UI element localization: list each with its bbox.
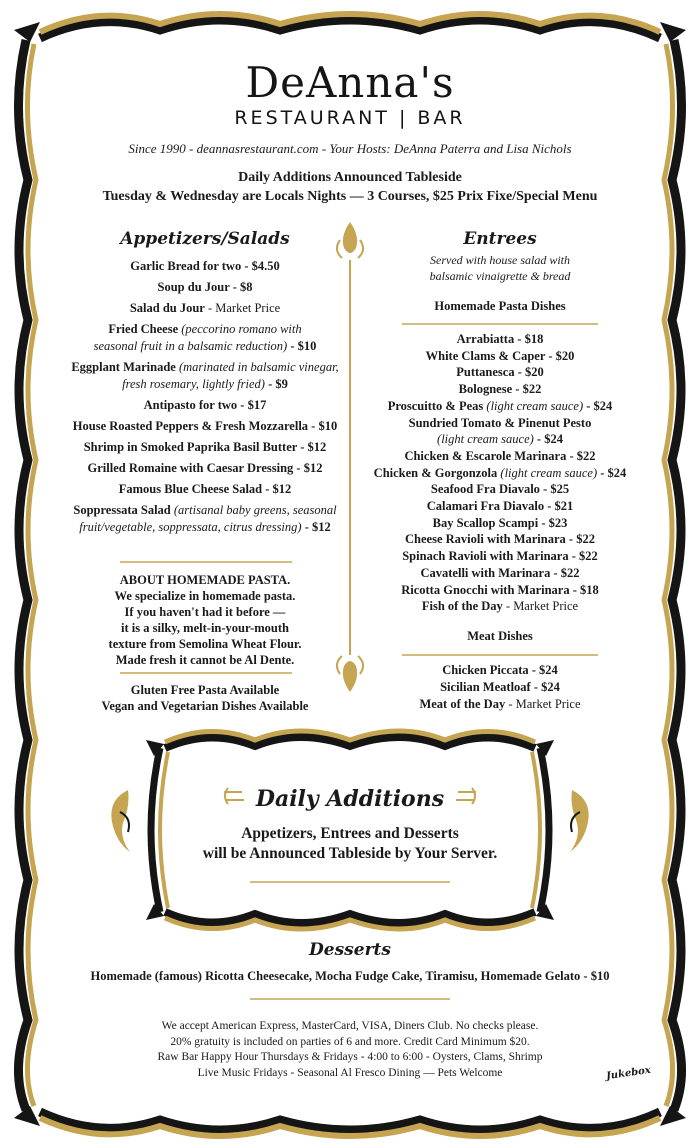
pasta-item: [360, 498, 640, 515]
pasta-dishes-list: [360, 331, 640, 615]
tagline: Since 1990 - deannasrestaurant.com - Your Hosts: DeAnna Paterra and Lisa Nichols: [128, 141, 572, 156]
menu-item-price: - $12: [301, 520, 331, 534]
restaurant-subtitle: RESTAURANT | BAR: [234, 107, 466, 129]
menu-item-price: - $25: [539, 482, 570, 497]
pasta-item: [360, 548, 640, 565]
meat-item: [360, 696, 640, 713]
menu-item-name: Bay Scallop Scampi: [432, 515, 539, 530]
dietary-options: [60, 682, 350, 714]
menu-item-name: Fried Cheese: [108, 322, 179, 336]
appetizer-item: [60, 460, 350, 477]
gluten-free-note: Gluten Free Pasta Available: [130, 683, 280, 697]
menu-item-price: - $12: [293, 461, 323, 475]
menu-item-name: Spinach Ravioli with Marinara: [402, 549, 569, 564]
daily-line-2: will be Announced Tableside by Your Server.: [202, 845, 498, 862]
menu-item-price: - $12: [262, 482, 292, 496]
menu-item-note: (marinated in balsamic vinegar,: [175, 360, 339, 374]
announcements: [0, 168, 700, 206]
pasta-about-line: it is a silky, melt-in-your-mouth: [121, 621, 289, 635]
footer-line-4: Live Music Fridays - Seasonal Al Fresco Dining — Pets Welcome: [197, 1066, 503, 1079]
menu-item-name: Ricotta Gnocchi with Marinara: [401, 582, 570, 597]
menu-item-price: - $23: [538, 515, 568, 530]
pasta-item: [360, 565, 640, 582]
menu-item-price: - $21: [544, 499, 574, 514]
pasta-item: [360, 598, 640, 615]
menu-item-price: - $17: [237, 398, 267, 412]
pasta-about-line: ABOUT HOMEMADE PASTA.: [119, 573, 291, 587]
pasta-about: [60, 572, 350, 668]
pasta-about-line: Made fresh it cannot be Al Dente.: [115, 653, 295, 667]
pasta-item: [360, 465, 640, 482]
menu-item-price: - $18: [569, 582, 599, 597]
menu-item-price: - $24: [597, 465, 627, 480]
pasta-item: [360, 348, 640, 365]
served-line-1: Served with house salad with: [430, 253, 570, 267]
menu-item-name: Eggplant Marinade: [71, 360, 176, 374]
menu-item-name: Grilled Romaine with Caesar Dressing: [87, 461, 294, 475]
menu-item-price: - $24: [533, 432, 563, 447]
menu-item-price: - $10: [287, 339, 317, 353]
appetizer-item: [60, 439, 350, 456]
menu-item-name: Shrimp in Smoked Paprika Basil Butter: [83, 440, 298, 454]
announce-line-1: Daily Additions Announced Tableside: [238, 170, 462, 185]
footer-info: [0, 1019, 700, 1081]
menu-item-price: - $22: [512, 382, 542, 397]
menu-item-price: - $20: [514, 365, 544, 380]
pasta-item: [360, 531, 640, 548]
pasta-item: [360, 381, 640, 398]
pasta-item: [360, 515, 640, 532]
pasta-item: [360, 415, 640, 432]
meat-dishes-list: [360, 662, 640, 713]
menu-item-price: - $22: [568, 549, 598, 564]
appetizer-item: [60, 397, 350, 414]
menu-item-name: Meat of the Day: [419, 697, 506, 711]
menu-item-name: Chicken & Escarole Marinara: [404, 448, 567, 463]
menu-item-name: House Roasted Peppers & Fresh Mozzarella: [72, 419, 309, 433]
menu-item-price: - $8: [229, 280, 253, 294]
menu-item-note: seasonal fruit in a balsamic reduction): [93, 339, 288, 353]
appetizer-item: [60, 279, 350, 296]
menu-item-price: - $24: [530, 680, 560, 694]
menu-item-note: (peccorino romano with: [178, 322, 302, 336]
menu-item-price: - $22: [550, 565, 580, 580]
menu-item-price: - $18: [514, 332, 544, 346]
pasta-dishes-heading: Homemade Pasta Dishes: [434, 299, 566, 313]
menu-item-note: fresh rosemary, lightly fried): [122, 377, 265, 391]
menu-item-name: Puttanesca: [456, 365, 515, 380]
daily-additions-title: Daily Additions: [255, 786, 445, 812]
appetizer-item: [60, 418, 350, 435]
menu-item-note: (artisanal baby greens, seasonal: [170, 503, 337, 517]
menu-item-note: fruit/vegetable, soppressata, citrus dressing): [79, 520, 302, 534]
menu-item-name: Chicken Piccata: [442, 663, 529, 677]
menu-item-price: - Market Price: [502, 599, 579, 614]
appetizer-item: [60, 502, 350, 536]
menu-item-price: - Market Price: [505, 697, 581, 711]
menu-item-name: Salad du Jour: [129, 301, 205, 315]
menu-item-name: Seafood Fra Diavalo: [430, 482, 540, 497]
footer-line-2: 20% gratuity is included on parties of 6 and more. Credit Card Minimum $20.: [170, 1035, 530, 1048]
menu-item-name: Chicken & Gorgonzola: [373, 465, 498, 480]
appetizer-item: [60, 300, 350, 317]
appetizer-item: [60, 481, 350, 498]
menu-item-name: Soppressata Salad: [73, 503, 171, 517]
menu-item-name: Sicilian Meatloaf: [440, 680, 531, 694]
menu-item-name: Arrabiatta: [456, 332, 515, 346]
menu-item-price: - $20: [545, 348, 575, 363]
appetizer-item: [60, 359, 350, 393]
footer-line-3: Raw Bar Happy Hour Thursdays & Fridays - 4:00 to 6:00 - Oysters, Clams, Shrimp: [157, 1051, 543, 1063]
vegan-note: Vegan and Vegetarian Dishes Available: [101, 699, 309, 713]
footer-line-1: We accept American Express, MasterCard, VISA, Diners Club. No checks please.: [161, 1020, 539, 1032]
menu-item-name: Sundried Tomato & Pinenut Pesto: [408, 415, 592, 430]
pasta-item: [360, 398, 640, 415]
pasta-about-line: We specialize in homemade pasta.: [114, 589, 296, 603]
pasta-item: [360, 331, 640, 348]
appetizer-item: [60, 258, 350, 275]
meat-item: [360, 679, 640, 696]
appetizer-item: [60, 321, 350, 355]
appetizers-title: Appetizers/Salads: [120, 229, 290, 249]
jukebox-signature: Jukebox: [605, 1064, 652, 1083]
menu-item-name: White Clams & Caper: [425, 348, 546, 363]
menu-item-note: (light cream sauce): [483, 398, 584, 413]
menu-item-price: - $9: [264, 377, 288, 391]
restaurant-name: DeAnna's: [245, 58, 455, 107]
menu-item-price: - $24: [583, 398, 613, 413]
menu-item-price: - $22: [565, 532, 595, 547]
meat-dishes-heading: Meat Dishes: [467, 629, 533, 643]
menu-item-name: Famous Blue Cheese Salad: [118, 482, 263, 496]
menu-item-price: - Market Price: [204, 301, 281, 315]
menu-item-name: Soup du Jour: [157, 280, 230, 294]
menu-item-price: - $4.50: [241, 259, 280, 273]
menu-item-name: Proscuitto & Peas: [387, 398, 484, 413]
pasta-item: [360, 364, 640, 381]
pasta-item: [360, 431, 640, 448]
menu-item-price: - $10: [308, 419, 338, 433]
menu-item-price: - $12: [297, 440, 327, 454]
menu-item-note: (light cream sauce): [497, 465, 598, 480]
entrees-title: Entrees: [463, 229, 537, 249]
served-line-2: balsamic vinaigrette & bread: [429, 269, 571, 283]
daily-additions-text: [0, 824, 700, 864]
menu-item-name: Fish of the Day: [421, 599, 503, 614]
menu-item-name: Cheese Ravioli with Marinara: [405, 532, 566, 547]
pasta-about-line: texture from Semolina Wheat Flour.: [108, 637, 302, 651]
entrees-served-with: [360, 252, 640, 284]
pasta-item: [360, 582, 640, 599]
daily-line-1: Appetizers, Entrees and Desserts: [241, 825, 459, 842]
menu-item-name: Calamari Fra Diavalo: [426, 499, 545, 514]
menu-item-name: Cavatelli with Marinara: [420, 565, 551, 580]
pasta-item: [360, 481, 640, 498]
pasta-about-line: If you haven't had it before —: [124, 605, 286, 619]
menu-item-price: - $22: [566, 448, 596, 463]
meat-item: [360, 662, 640, 679]
desserts-title: Desserts: [309, 940, 391, 960]
desserts-text: Homemade (famous) Ricotta Cheesecake, Mocha Fudge Cake, Tiramisu, Homemade Gelato - $10: [90, 969, 610, 983]
menu-item-price: - $24: [528, 663, 558, 677]
menu-item-name: Antipasto for two: [143, 398, 238, 412]
announce-line-2: Tuesday & Wednesday are Locals Nights — 3 Courses, $25 Prix Fixe/Special Menu: [102, 189, 598, 204]
appetizers-list: [60, 258, 350, 540]
menu-item-note: (light cream sauce): [437, 432, 534, 447]
menu-item-name: Garlic Bread for two: [130, 259, 242, 273]
menu-item-name: Bolognese: [458, 382, 513, 397]
pasta-item: [360, 448, 640, 465]
